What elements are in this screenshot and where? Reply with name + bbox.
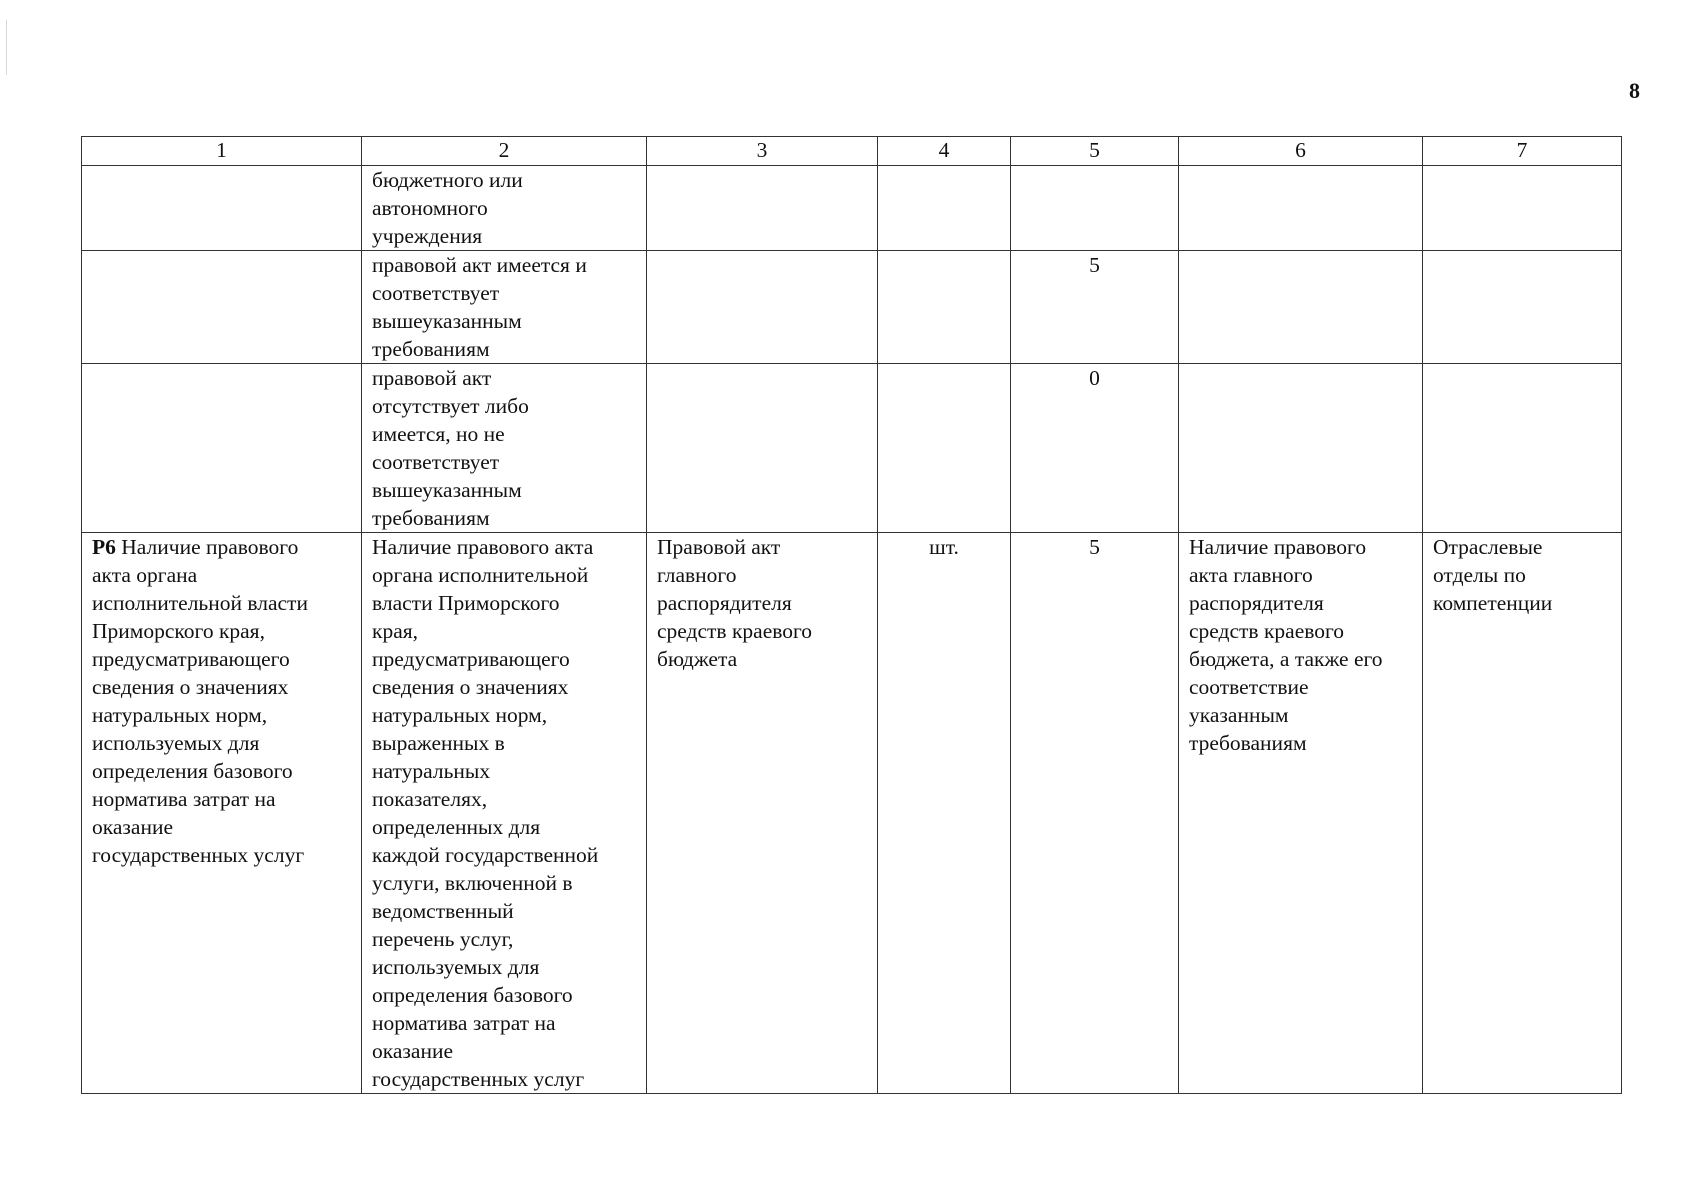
indicator-cell bbox=[82, 166, 362, 251]
indicator-cell bbox=[82, 251, 362, 364]
score-cell: 5 bbox=[1011, 251, 1179, 364]
unit-cell bbox=[878, 251, 1011, 364]
indicator-name: Наличие правового акта органа исполнительной власти Приморского края, предусматривающего сведения о значениях натуральных норм, используемых для определения базового норматива затрат на оказание государственных услуг bbox=[92, 535, 308, 867]
source-cell bbox=[647, 251, 878, 364]
unit-cell bbox=[878, 364, 1011, 533]
responsible-cell: Отраслевые отделы по компетенции bbox=[1423, 533, 1622, 1094]
unit-cell bbox=[878, 166, 1011, 251]
criterion-cell: правовой акт имеется и соответствует вышеуказанным требованиям bbox=[362, 251, 647, 364]
column-number-2: 2 bbox=[362, 137, 647, 166]
source-cell bbox=[647, 364, 878, 533]
source-cell bbox=[647, 166, 878, 251]
score-cell: 5 bbox=[1011, 533, 1179, 1094]
responsible-cell bbox=[1423, 364, 1622, 533]
score-cell bbox=[1011, 166, 1179, 251]
page-number: 8 bbox=[1629, 78, 1640, 103]
description-cell: Наличие правового акта главного распорядителя средств краевого бюджета, а также его соответствие указанным требованиям bbox=[1179, 533, 1423, 1094]
description-cell bbox=[1179, 166, 1423, 251]
responsible-cell bbox=[1423, 251, 1622, 364]
criteria-table bbox=[81, 136, 1622, 1094]
description-cell bbox=[1179, 251, 1423, 364]
source-cell: Правовой акт главного распорядителя средств краевого бюджета bbox=[647, 533, 878, 1094]
column-number-6: 6 bbox=[1179, 137, 1423, 166]
responsible-cell bbox=[1423, 166, 1622, 251]
column-number-1: 1 bbox=[82, 137, 362, 166]
criterion-cell: правовой акт отсутствует либо имеется, но не соответствует вышеуказанным требованиям bbox=[362, 364, 647, 533]
criterion-cell: бюджетного или автономного учреждения bbox=[362, 166, 647, 251]
page-edge-mark bbox=[6, 20, 7, 75]
column-number-4: 4 bbox=[878, 137, 1011, 166]
indicator-code: Р6 bbox=[92, 535, 116, 559]
table-row bbox=[82, 364, 1622, 533]
table-row bbox=[82, 533, 1622, 1094]
unit-cell: шт. bbox=[878, 533, 1011, 1094]
score-cell: 0 bbox=[1011, 364, 1179, 533]
column-number-row bbox=[82, 137, 1622, 166]
column-number-7: 7 bbox=[1423, 137, 1622, 166]
table-row bbox=[82, 251, 1622, 364]
table-row bbox=[82, 166, 1622, 251]
description-cell bbox=[1179, 364, 1423, 533]
indicator-cell bbox=[82, 364, 362, 533]
criterion-cell: Наличие правового акта органа исполнительной власти Приморского края, предусматривающего сведения о значениях натуральных норм, выраженных в натуральных показателях, определенных для каждой государственной услуги, включенной в ведомственный перечень услуг, используемых для определения базового норматива затрат на оказание государственных услуг bbox=[362, 533, 647, 1094]
column-number-5: 5 bbox=[1011, 137, 1179, 166]
indicator-cell bbox=[82, 533, 362, 1094]
column-number-3: 3 bbox=[647, 137, 878, 166]
